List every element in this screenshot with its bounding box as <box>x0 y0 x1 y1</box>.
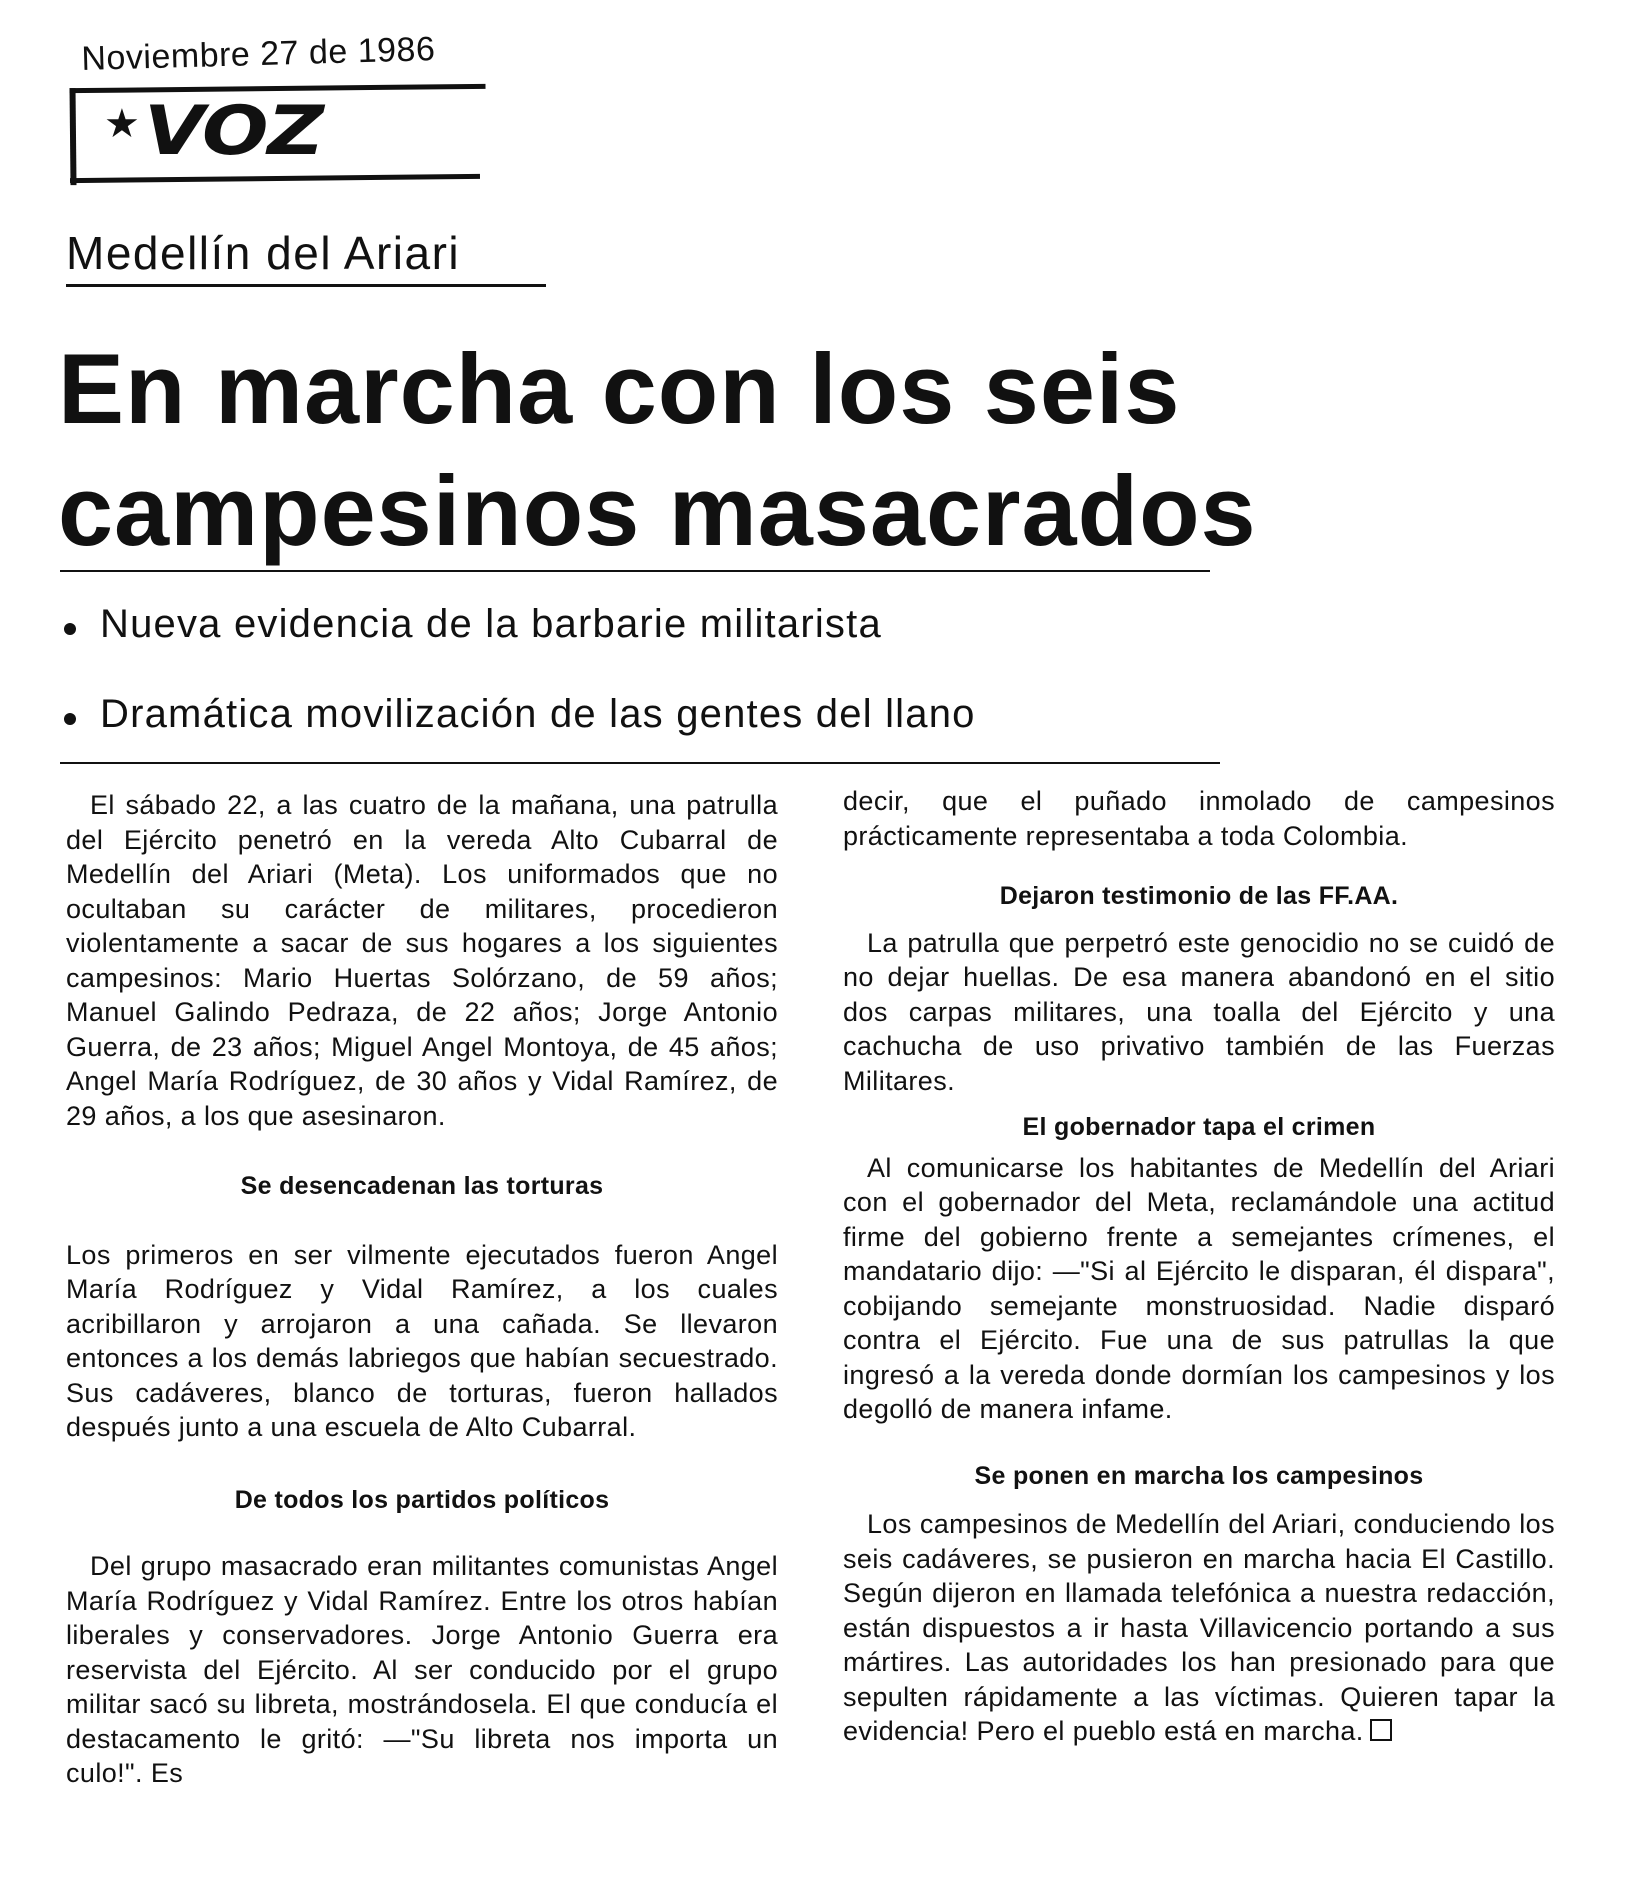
body-paragraph <box>843 1507 1555 1749</box>
section-label: Medellín del Ariari <box>66 226 546 287</box>
bullet-icon <box>64 623 76 635</box>
star-icon: ★ <box>104 102 140 146</box>
newspaper-logo <box>104 92 323 171</box>
divider-top <box>60 570 1210 572</box>
deck-item <box>64 602 882 647</box>
article-column-right <box>843 784 1555 1749</box>
body-paragraph: Del grupo masacrado eran militantes comunistas Angel María Rodríguez y Vidal Ramírez. Entre los otros habían liberales y conservadores. Jorge Antonio Guerra era reservista del Ejército. Al ser conducido por el grupo militar sacó su libreta, mostrándosela. El que conducía el destacamento le gritó: —"Su libreta nos importa un culo!". Es <box>66 1551 778 1788</box>
publication-date: Noviembre 27 de 1986 <box>80 30 436 79</box>
divider-bottom <box>60 762 1220 764</box>
logo-wordmark: VOZ <box>143 92 323 171</box>
subheading: Se desencadenan las torturas <box>240 1172 604 1200</box>
closing-text: Los campesinos de Medellín del Ariari, conduciendo los seis cadáveres, se pusieron en marcha hacia El Castillo. Según dijeron en llamada telefónica a nuestra redacción, están dispuestos a ir hasta Villavicencio portando a sus mártires. Las autoridades los han presionado para que sepulten rápidamente a las víctimas. Quieren tapar la evidencia! Pero el pueblo está en marcha. <box>843 1509 1555 1746</box>
headline: En marcha con los seis campesinos masacrados <box>58 333 1257 566</box>
body-paragraph: Los primeros en ser vilmente ejecutados fueron Angel María Rodríguez y Vidal Ramírez, a los cuales acribillaron y arrojaron a una cañada. Se llevaron entonces a los demás labriegos que habían secuestrado. Sus cadáveres, blanco de torturas, fueron hallados después junto a una escuela de Alto Cubarral. <box>66 1239 778 1442</box>
deck-text: Nueva evidencia de la barbarie militarista <box>100 602 882 646</box>
subheading: Se ponen en marcha los campesinos <box>974 1461 1424 1490</box>
deck-item <box>64 692 976 737</box>
deck-text: Dramática movilización de las gentes del llano <box>100 692 976 736</box>
subheading: El gobernador tapa el crimen <box>1022 1113 1376 1141</box>
subheading: Dejaron testimonio de las FF.AA. <box>999 882 1399 910</box>
body-paragraph: La patrulla que perpetró este genocidio no se cuidó de no dejar huellas. De esa manera abandonó en el sitio dos carpas militares, una toalla del Ejército y una cachucha de uso privativo también de las Fuerzas Militares. <box>843 927 1555 1096</box>
body-paragraph: Al comunicarse los habitantes de Medellín del Ariari con el gobernador del Meta, reclamándole una actitud firme del gobierno frente a semejantes crímenes, el mandatario dijo: —"Si al Ejército le disparan, él dispara", cobijando semejante monstruosidad. Nadie disparó contra el Ejército. Fue una de sus patrullas la que ingresó a la vereda donde dormían los campesinos y los degolló de manera infame. <box>843 1152 1555 1424</box>
body-paragraph: decir, que el puñado inmolado de campesinos prácticamente representaba a toda Colombia. <box>843 786 1555 851</box>
body-paragraph: El sábado 22, a las cuatro de la mañana, una patrulla del Ejército penetró en la vereda Alto Cubarral de Medellín del Ariari (Meta). Los uniformados que no ocultaban su carácter de militares, procedieron violentamente a sacar de sus hogares a los siguientes campesinos: Mario Huertas Solórzano, de 59 años; Manuel Galindo Pedraza, de 22 años; Jorge Antonio Guerra, de 23 años; Miguel Angel Montoya, de 45 años; Angel María Rodríguez, de 30 años y Vidal Ramírez, de 29 años, a los que asesinaron. <box>66 790 778 1131</box>
bullet-icon <box>64 713 76 725</box>
article-column-left <box>66 788 778 1791</box>
subheading: De todos los partidos políticos <box>234 1485 610 1514</box>
end-mark-icon <box>1370 1719 1392 1741</box>
